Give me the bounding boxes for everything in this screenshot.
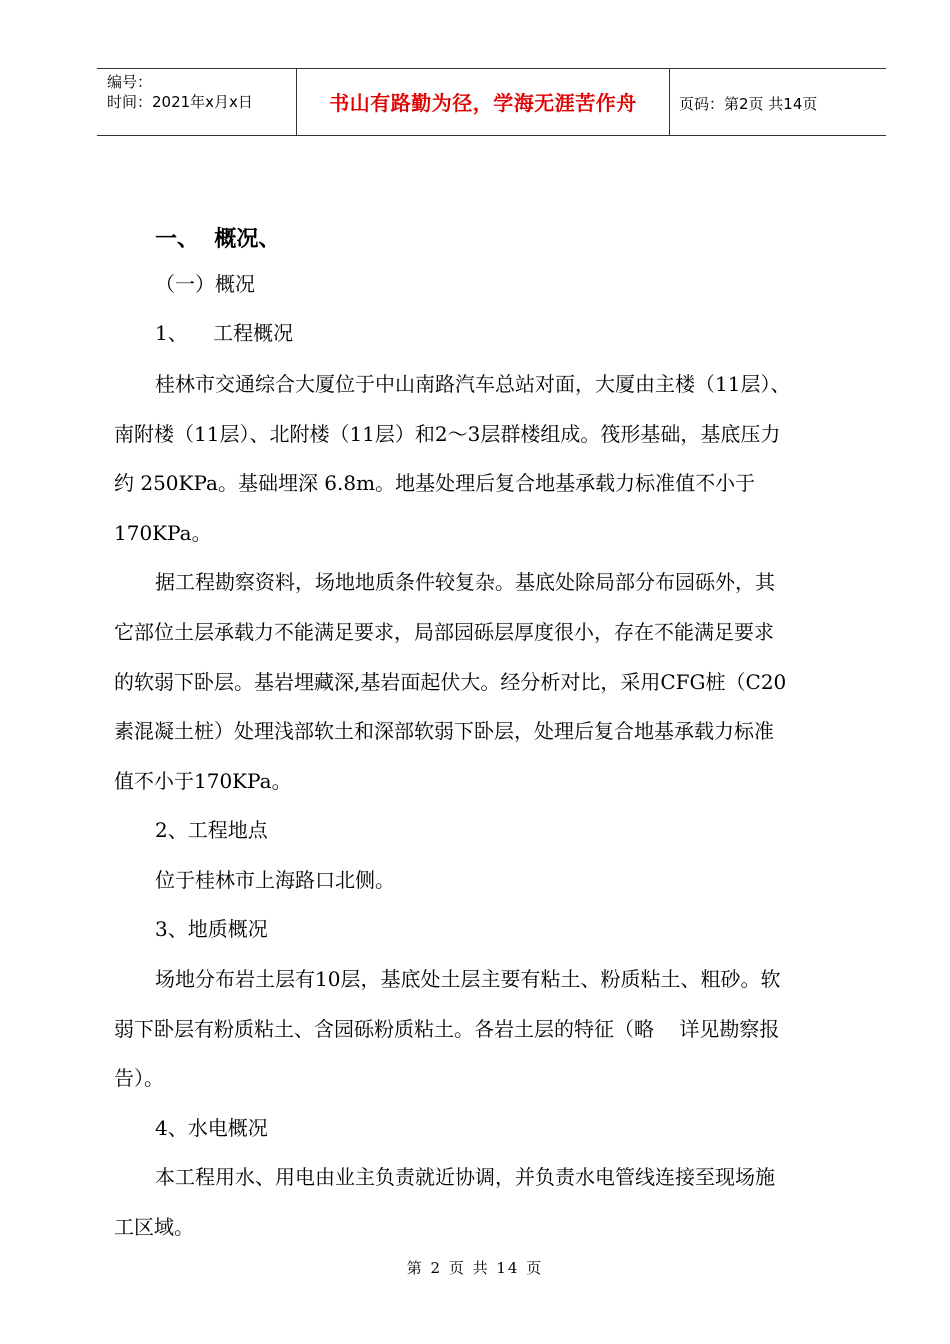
time-label: 时间：2021年x月x日 [107,93,253,111]
item4-para-line2: 工区域。 [114,1215,194,1239]
subheading: （一）概况 [155,272,255,296]
item1-para2-line3: 的软弱下卧层。基岩埋藏深,基岩面起伏大。经分析对比，采用CFG桩（C20 [114,670,787,694]
page-footer: 第 2 页 共 14 页 [406,1259,544,1277]
item1-para1-line2: 南附楼（11层）、北附楼（11层）和2～3层群楼组成。筏形基础，基底压力 [114,422,781,446]
item1-para1-line1: 桂林市交通综合大厦位于中山南路汽车总站对面，大厦由主楼（11层）、 [155,372,791,396]
header-motto: 书山有路勤为径，学海无涯苦作舟 [297,69,670,135]
number-label: 编号： [107,73,153,91]
item1-para2-line1: 据工程勘察资料，场地地质条件较复杂。基底处除局部分布园砾外，其 [155,570,775,594]
item2-text: 位于桂林市上海路口北侧。 [155,868,395,892]
item3-title: 3、地质概况 [155,917,268,941]
item1-para2-line5: 值不小于170KPa。 [114,769,292,793]
page-header [97,68,886,136]
header-left-cell [97,69,297,135]
item1-para2-line2: 它部位土层承载力不能满足要求，局部园砾层厚度很小，存在不能满足要求 [114,620,774,644]
item2-title: 2、工程地点 [155,818,268,842]
item1-para1-line4: 170KPa。 [114,521,212,545]
item1-para2-line4: 素混凝土桩）处理浅部软土和深部软弱下卧层，处理后复合地基承载力标准 [114,719,774,743]
item4-title: 4、水电概况 [155,1116,268,1140]
item3-para-line1: 场地分布岩土层有10层，基底处土层主要有粘土、粉质粘土、粗砂。软 [155,967,781,991]
item3-para-line3: 告）。 [114,1066,164,1090]
header-page-info: 页码：第2页 共14页 [679,95,818,113]
item3-para-line2: 弱下卧层有粉质粘土、含园砾粉质粘土。各岩土层的特征（略 详见勘察报 [114,1017,780,1041]
section-heading: 一、 概况、 [155,227,281,252]
item1-para1-line3: 约 250KPa。基础埋深 6.8m。地基处理后复合地基承载力标准值不小于 [114,471,756,495]
item4-para-line1: 本工程用水、用电由业主负责就近协调，并负责水电管线连接至现场施 [155,1165,775,1189]
item1-title: 1、 工程概况 [155,321,294,345]
